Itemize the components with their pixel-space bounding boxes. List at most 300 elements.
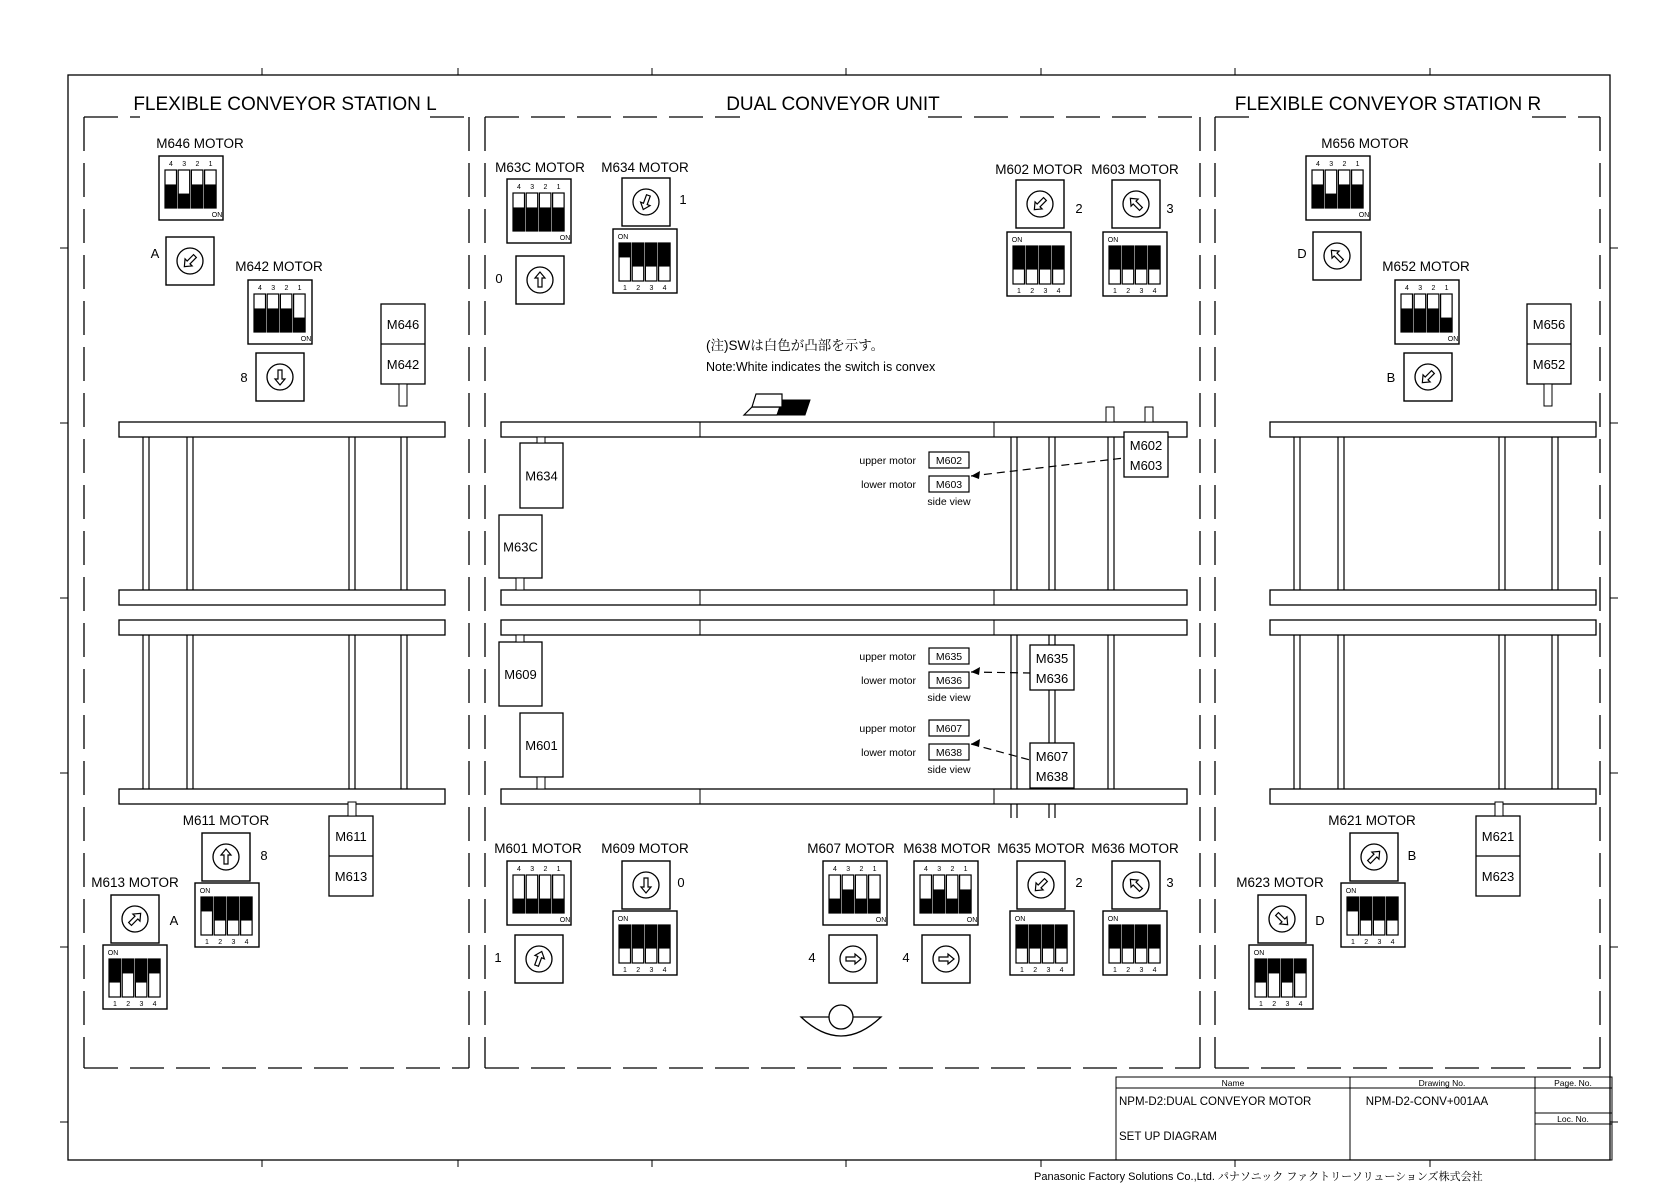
center-rail-1 — [501, 590, 1187, 605]
left-rail-2 — [119, 620, 445, 635]
location-label: M613 — [334, 869, 368, 884]
dip-number: 1 — [1020, 967, 1024, 974]
dip-number: 1 — [963, 866, 968, 873]
dip-switch-3 — [1281, 959, 1293, 997]
motor-label: M636 MOTOR — [1091, 841, 1179, 856]
location-label: M638 — [1035, 769, 1069, 784]
location-box-m656-m652 — [1527, 304, 1571, 406]
motor-setting-m634 — [601, 160, 689, 293]
rotary-switch-block — [1313, 232, 1361, 280]
dip-switch-3 — [227, 897, 239, 935]
dip-number: 4 — [1152, 967, 1157, 974]
dip-number: 2 — [859, 866, 864, 873]
rotary-switch-block — [256, 353, 304, 401]
side-view-2 — [859, 648, 1030, 704]
upper-motor-text: upper motor — [859, 455, 916, 467]
dip-switch-4 — [659, 243, 671, 281]
motor-label: M63C MOTOR — [495, 160, 585, 175]
dip-on-mark: ON — [1447, 336, 1459, 343]
dip-on-mark: ON — [1253, 950, 1265, 957]
dip-number: 1 — [556, 184, 561, 191]
dip-number: 3 — [937, 866, 942, 873]
dip-number: 1 — [1017, 288, 1021, 295]
dip-number: 1 — [623, 967, 627, 974]
motor-label: M607 MOTOR — [807, 841, 895, 856]
left-rail-1 — [119, 590, 445, 605]
dip-switch-4 — [553, 193, 565, 231]
motor-settings-group — [91, 136, 1470, 1009]
location-label: M636 — [1035, 671, 1069, 686]
motor-label: M646 MOTOR — [156, 136, 244, 151]
dip-number: 3 — [1043, 288, 1048, 295]
center-rail-2 — [501, 620, 1187, 635]
dip-switch-1 — [513, 875, 525, 913]
title-name-line1: NPM-D2:DUAL CONVEYOR MOTOR — [1119, 1096, 1312, 1108]
rotary-switch-block — [1350, 833, 1398, 881]
motor-label: M635 MOTOR — [997, 841, 1085, 856]
dip-switch-1 — [1312, 170, 1324, 208]
upper-motor-id: M602 — [935, 455, 963, 467]
rotary-setting-value: 4 — [902, 950, 910, 965]
dip-number: 2 — [1431, 285, 1436, 292]
dip-number: 2 — [950, 866, 955, 873]
dip-number: 2 — [543, 184, 548, 191]
title-name-line2: SET UP DIAGRAM — [1119, 1131, 1217, 1143]
dip-switch-2 — [1029, 925, 1041, 963]
dip-number: 4 — [152, 1001, 157, 1008]
dip-number: 4 — [662, 285, 667, 292]
dip-switch-4 — [149, 959, 161, 997]
dip-switch-4 — [869, 875, 881, 913]
callout-leader — [971, 672, 1030, 673]
dip-switch-4 — [659, 925, 671, 963]
dip-switch-3 — [1042, 925, 1054, 963]
dip-switch-4 — [205, 170, 217, 208]
dip-switch-3 — [1135, 246, 1147, 284]
dip-switch-3 — [645, 925, 657, 963]
rotary-switch-block — [1016, 180, 1064, 228]
section-title-right: FLEXIBLE CONVEYOR STATION R — [1234, 94, 1542, 115]
location-box-m611-m613 — [329, 802, 373, 896]
dip-switch-block — [1010, 911, 1074, 975]
rotary-switch-block — [1112, 861, 1160, 909]
motor-setting-m642 — [235, 259, 323, 401]
title-name-header: Name — [1221, 1078, 1245, 1088]
motor-label: M634 MOTOR — [601, 160, 689, 175]
note-english: Note:White indicates the switch is convex — [706, 360, 936, 374]
upper-motor-text: upper motor — [859, 723, 916, 735]
location-box-m609 — [499, 635, 542, 706]
location-label: M607 — [1035, 749, 1069, 764]
dip-number: 1 — [1113, 967, 1117, 974]
side-view-3 — [859, 720, 1030, 776]
switch-legend-raised — [752, 394, 782, 407]
lower-motor-id: M638 — [935, 747, 963, 759]
rotary-setting-value: 1 — [679, 192, 687, 207]
location-label: M642 — [386, 357, 420, 372]
dip-switch-1 — [1109, 246, 1121, 284]
motor-label: M638 MOTOR — [903, 841, 991, 856]
rotary-switch-block — [829, 935, 877, 983]
lower-motor-id: M636 — [935, 675, 963, 687]
dip-number: 3 — [271, 285, 276, 292]
right-rail-2 — [1270, 620, 1596, 635]
lower-motor-text: lower motor — [861, 747, 916, 759]
dip-number: 1 — [113, 1001, 117, 1008]
dip-number: 3 — [530, 866, 535, 873]
dip-number: 3 — [1139, 967, 1144, 974]
dip-number: 3 — [1329, 161, 1334, 168]
motor-setting-m602 — [995, 162, 1083, 296]
location-box-m63c — [499, 515, 542, 590]
dip-number: 3 — [231, 939, 236, 946]
rotary-setting-value: 2 — [1075, 875, 1083, 890]
dip-number: 4 — [517, 866, 521, 873]
dip-switch-2 — [122, 959, 134, 997]
rotary-setting-value: A — [150, 246, 160, 261]
rotary-setting-value: 0 — [495, 271, 503, 286]
location-label: M609 — [504, 667, 537, 682]
side-view-caption: side view — [927, 496, 971, 508]
location-label: M611 — [335, 829, 367, 844]
dip-switch-4 — [1295, 959, 1307, 997]
side-views-group — [859, 452, 1124, 776]
dip-number: 2 — [1033, 967, 1038, 974]
location-label: M635 — [1035, 651, 1069, 666]
callout-leader — [971, 744, 1030, 760]
dip-number: 1 — [1444, 285, 1449, 292]
dip-switch-3 — [539, 193, 551, 231]
dip-switch-3 — [1039, 246, 1051, 284]
dip-number: 1 — [1355, 161, 1360, 168]
rotary-switch-block — [516, 256, 564, 304]
dip-switch-1 — [1016, 925, 1028, 963]
dip-switch-block — [507, 179, 571, 243]
location-label: M602 — [1129, 438, 1163, 453]
lower-motor-text: lower motor — [861, 479, 916, 491]
dip-number: 2 — [284, 285, 289, 292]
dip-switch-2 — [1122, 925, 1134, 963]
dip-number: 4 — [1059, 967, 1064, 974]
dip-on-mark: ON — [559, 235, 571, 242]
location-label: M646 — [386, 317, 420, 332]
dip-number: 2 — [218, 939, 223, 946]
dip-switch-block — [1306, 156, 1370, 220]
dip-switch-block — [613, 911, 677, 975]
dip-switch-3 — [855, 875, 867, 913]
dip-number: 2 — [1030, 288, 1035, 295]
rotary-setting-value: 8 — [260, 848, 268, 863]
dip-number: 3 — [1418, 285, 1423, 292]
motor-setting-m623 — [1236, 875, 1324, 1009]
center-rail-3 — [501, 789, 1187, 804]
dip-switch-1 — [1255, 959, 1267, 997]
rotary-switch-block — [202, 833, 250, 881]
dip-switch-4 — [241, 897, 253, 935]
company-name: Panasonic Factory Solutions Co.,Ltd. パナソニック ファクトリーソリューションズ株式会社 — [1034, 1171, 1483, 1183]
dip-number: 3 — [1285, 1001, 1290, 1008]
right-rail-1 — [1270, 590, 1596, 605]
title-block — [1116, 1077, 1612, 1160]
dip-switch-1 — [619, 925, 631, 963]
dip-on-mark: ON — [199, 888, 211, 895]
dip-switch-1 — [1109, 925, 1121, 963]
motor-setting-m652 — [1382, 259, 1470, 401]
dip-number: 3 — [1046, 967, 1051, 974]
dip-on-mark: ON — [1014, 916, 1026, 923]
dip-switch-4 — [294, 294, 306, 332]
dip-number: 3 — [182, 161, 187, 168]
dip-switch-block — [159, 156, 223, 220]
dip-on-mark: ON — [617, 916, 629, 923]
dip-number: 4 — [258, 285, 262, 292]
rotary-switch-block — [1112, 180, 1160, 228]
dip-switch-3 — [946, 875, 958, 913]
dip-switch-block — [1249, 945, 1313, 1009]
dip-switch-1 — [920, 875, 932, 913]
dip-number: 1 — [1113, 288, 1117, 295]
dip-number: 2 — [1364, 939, 1369, 946]
rotary-switch-block — [1258, 895, 1306, 943]
dip-switch-2 — [1325, 170, 1337, 208]
dip-number: 4 — [1390, 939, 1395, 946]
motor-setting-m601 — [494, 841, 582, 983]
location-label: M621 — [1481, 829, 1515, 844]
dip-switch-block — [248, 280, 312, 344]
dip-number: 4 — [244, 939, 249, 946]
motor-label: M623 MOTOR — [1236, 875, 1324, 890]
location-label: M652 — [1532, 357, 1566, 372]
dip-switch-block — [195, 883, 259, 947]
dip-number: 4 — [1152, 288, 1157, 295]
title-loc-header: Loc. No. — [1557, 1114, 1589, 1124]
dip-on-mark: ON — [1107, 916, 1119, 923]
dip-switch-2 — [214, 897, 226, 935]
dip-number: 4 — [169, 161, 173, 168]
dip-number: 2 — [543, 866, 548, 873]
rotary-setting-value: B — [1407, 848, 1417, 863]
left-rail-3 — [119, 789, 445, 804]
dip-switch-4 — [1149, 925, 1161, 963]
dip-on-mark: ON — [107, 950, 119, 957]
motor-label: M642 MOTOR — [235, 259, 323, 274]
dip-number: 1 — [556, 866, 561, 873]
rotary-setting-value: D — [1297, 246, 1307, 261]
rotary-setting-value: A — [169, 913, 179, 928]
location-box-m646-m642 — [381, 304, 425, 406]
dip-switch-4 — [1441, 294, 1453, 332]
dip-on-mark: ON — [211, 212, 223, 219]
right-rail-3 — [1270, 789, 1596, 804]
dip-switch-4 — [1056, 925, 1068, 963]
dip-number: 1 — [205, 939, 209, 946]
motor-label: M652 MOTOR — [1382, 259, 1470, 274]
dip-switch-4 — [1149, 246, 1161, 284]
motor-setting-m609 — [601, 841, 689, 975]
dip-number: 3 — [1139, 288, 1144, 295]
rotary-setting-value: 1 — [494, 950, 502, 965]
note-japanese: (注)SWは白色が凸部を示す。 — [706, 338, 885, 353]
dip-switch-block — [1103, 232, 1167, 296]
drawing-frame — [60, 68, 1618, 1167]
location-box-m621-m623 — [1476, 802, 1520, 896]
dip-number: 3 — [530, 184, 535, 191]
motor-label: M613 MOTOR — [91, 875, 179, 890]
upper-motor-id: M635 — [935, 651, 963, 663]
location-label: M63C — [503, 539, 538, 555]
motor-label: M609 MOTOR — [601, 841, 689, 856]
location-box-m635-m636 — [1030, 645, 1074, 690]
motor-setting-m638 — [902, 841, 991, 983]
section-title-left: FLEXIBLE CONVEYOR STATION L — [133, 94, 437, 115]
dip-number: 2 — [1272, 1001, 1277, 1008]
rotary-switch-block — [622, 178, 670, 226]
motor-setting-m63c — [495, 160, 585, 304]
dip-switch-2 — [267, 294, 279, 332]
dip-switch-2 — [1268, 959, 1280, 997]
right-rail-0 — [1270, 422, 1596, 437]
dip-number: 4 — [1056, 288, 1061, 295]
dip-on-mark: ON — [966, 917, 978, 924]
motor-label: M602 MOTOR — [995, 162, 1083, 177]
dip-on-mark: ON — [617, 234, 629, 241]
dip-switch-3 — [191, 170, 203, 208]
motor-setting-m636 — [1091, 841, 1179, 975]
rotary-switch-block — [111, 895, 159, 943]
rotary-setting-value: 3 — [1166, 875, 1174, 890]
dip-number: 3 — [649, 285, 654, 292]
title-page-header: Page. No. — [1554, 1078, 1592, 1088]
motor-setting-m611 — [183, 813, 270, 947]
dip-switch-block — [613, 229, 677, 293]
dip-on-mark: ON — [1107, 237, 1119, 244]
motor-label: M601 MOTOR — [494, 841, 582, 856]
side-view-caption: side view — [927, 764, 971, 776]
dip-switch-4 — [1053, 246, 1065, 284]
dip-number: 4 — [1316, 161, 1320, 168]
rotary-setting-value: 8 — [240, 370, 248, 385]
rotary-setting-value: 4 — [808, 950, 816, 965]
dip-switch-1 — [165, 170, 177, 208]
dip-on-mark: ON — [875, 917, 887, 924]
side-view-1 — [859, 452, 1124, 508]
dip-switch-1 — [1401, 294, 1413, 332]
dip-switch-2 — [632, 243, 644, 281]
motor-label: M656 MOTOR — [1321, 136, 1409, 151]
dip-number: 2 — [1126, 288, 1131, 295]
dip-switch-block — [823, 861, 887, 925]
motor-setting-m621 — [1328, 813, 1416, 947]
dip-number: 4 — [1405, 285, 1409, 292]
center-rail-0 — [501, 422, 1187, 437]
dip-number: 1 — [297, 285, 302, 292]
dip-switch-block — [1103, 911, 1167, 975]
dip-number: 4 — [924, 866, 928, 873]
lower-motor-text: lower motor — [861, 675, 916, 687]
dip-switch-3 — [1373, 897, 1385, 935]
location-label: M623 — [1481, 869, 1515, 884]
dip-switch-3 — [1427, 294, 1439, 332]
dip-switch-1 — [513, 193, 525, 231]
origin-circle — [829, 1005, 853, 1029]
location-label: M601 — [525, 738, 558, 753]
dip-on-mark: ON — [300, 336, 312, 343]
location-box-m602-m603 — [1124, 432, 1168, 477]
dip-switch-1 — [254, 294, 266, 332]
dip-number: 4 — [517, 184, 521, 191]
rotary-setting-value: 3 — [1166, 201, 1174, 216]
dip-number: 2 — [1126, 967, 1131, 974]
rotary-switch-block — [622, 861, 670, 909]
dip-switch-1 — [1013, 246, 1025, 284]
motor-label: M621 MOTOR — [1328, 813, 1416, 828]
switch-legend-white — [744, 407, 782, 415]
dip-number: 3 — [846, 866, 851, 873]
dip-on-mark: ON — [559, 917, 571, 924]
rotary-setting-value: 0 — [677, 875, 685, 890]
rotary-switch-block — [922, 935, 970, 983]
dip-switch-2 — [526, 875, 538, 913]
callout-leader — [971, 458, 1124, 476]
title-block-frame — [1116, 1077, 1612, 1160]
dip-number: 1 — [1351, 939, 1355, 946]
dip-switch-3 — [645, 243, 657, 281]
dip-switch-3 — [539, 875, 551, 913]
dip-number: 2 — [1342, 161, 1347, 168]
dip-number: 3 — [649, 967, 654, 974]
dip-switch-3 — [1135, 925, 1147, 963]
dip-switch-1 — [201, 897, 213, 935]
dip-switch-1 — [1347, 897, 1359, 935]
dip-switch-2 — [526, 193, 538, 231]
dip-switch-block — [1341, 883, 1405, 947]
motor-setting-m635 — [997, 841, 1085, 975]
location-label: M603 — [1129, 458, 1163, 473]
motor-setting-m603 — [1091, 162, 1179, 296]
location-label: M634 — [525, 468, 558, 484]
dip-number: 2 — [636, 285, 641, 292]
dip-number: 3 — [139, 1001, 144, 1008]
dip-switch-block — [103, 945, 167, 1009]
dip-switch-3 — [280, 294, 292, 332]
left-rail-0 — [119, 422, 445, 437]
dip-number: 1 — [208, 161, 213, 168]
dip-switch-3 — [1338, 170, 1350, 208]
rotary-setting-value: D — [1315, 913, 1325, 928]
title-drawing-header: Drawing No. — [1418, 1078, 1466, 1088]
dip-switch-2 — [1360, 897, 1372, 935]
dip-switch-1 — [109, 959, 121, 997]
dip-number: 1 — [1259, 1001, 1263, 1008]
motor-setting-m607 — [807, 841, 895, 983]
dip-number: 4 — [662, 967, 667, 974]
rotary-setting-value: 2 — [1075, 201, 1083, 216]
dip-switch-2 — [933, 875, 945, 913]
dip-switch-block — [914, 861, 978, 925]
upper-motor-text: upper motor — [859, 651, 916, 663]
dip-number: 4 — [833, 866, 837, 873]
dip-on-mark: ON — [1345, 888, 1357, 895]
outer-border — [68, 75, 1610, 1160]
rotary-setting-value: B — [1386, 370, 1396, 385]
rotary-switch-block — [166, 237, 214, 285]
section-title-center: DUAL CONVEYOR UNIT — [726, 94, 940, 115]
dip-switch-4 — [553, 875, 565, 913]
dip-number: 4 — [1298, 1001, 1303, 1008]
callout-arrow-icon — [971, 471, 980, 479]
dip-switch-1 — [619, 243, 631, 281]
dip-switch-2 — [632, 925, 644, 963]
